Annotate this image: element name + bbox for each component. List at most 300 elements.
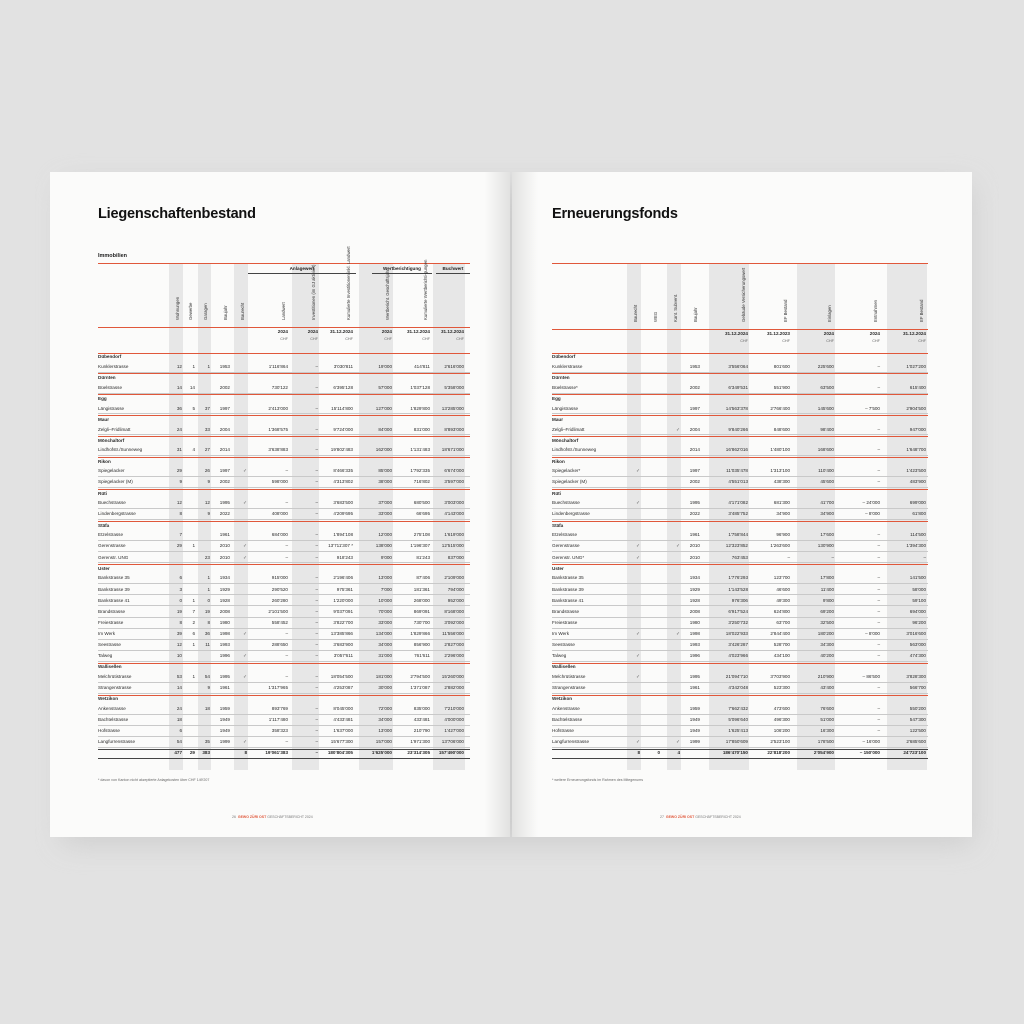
table-cell: 34'000	[378, 717, 392, 723]
table-cell: 9	[179, 479, 182, 485]
group-divider	[552, 415, 928, 416]
table-cell: 835'000	[413, 706, 430, 711]
table-cell: 12	[176, 500, 182, 506]
check-icon: ✓	[243, 630, 247, 636]
property-name: Etzelstrasse	[98, 532, 124, 538]
table-cell: 3'703'900	[770, 674, 790, 679]
table-cell: 1929	[689, 586, 700, 592]
column-year: 2024	[307, 329, 318, 334]
row-rule	[552, 476, 928, 477]
table-cell: 1'971'300	[410, 739, 430, 745]
table-cell: 2'844'400	[770, 630, 790, 636]
group-divider	[98, 415, 470, 416]
table-cell: 976'306	[731, 597, 748, 603]
property-name: Freiestrasse	[98, 619, 124, 625]
left-page-title: Liegenschaftenbestand	[98, 206, 256, 222]
table-cell: 483'900	[909, 479, 926, 485]
city-name: Maur	[552, 416, 563, 422]
table-cell: 1997	[689, 468, 700, 474]
table-cell: 6'674'000	[444, 468, 464, 474]
property-name: Bankstrasse 41	[98, 597, 130, 603]
table-cell: –	[923, 554, 926, 560]
column-label: Entnahmen	[873, 300, 878, 322]
table-cell: 3'828'300	[906, 674, 926, 679]
table-cell: 2022	[689, 511, 700, 517]
check-icon: ✓	[636, 468, 640, 474]
table-cell: 761'611	[414, 653, 430, 659]
table-cell: –	[285, 500, 288, 506]
row-rule	[98, 639, 470, 640]
property-name: Etzelstrasse	[552, 532, 578, 538]
table-cell: 11	[205, 642, 210, 647]
column-label: Einlagen	[827, 305, 832, 322]
table-cell: 8	[179, 511, 182, 517]
row-rule	[552, 725, 928, 726]
table-cell: 24	[176, 426, 182, 432]
table-cell: 13'285'000	[441, 405, 464, 411]
table-cell: 1'423'500	[906, 468, 926, 474]
right-footnote: * weitere Erneuerungsfonds im Rahmen des Mitegenums	[552, 778, 644, 782]
table-cell: 1959	[219, 706, 230, 711]
table-cell: –	[315, 619, 318, 625]
table-cell: 12	[176, 363, 182, 369]
table-cell: 123'700	[773, 575, 790, 581]
row-rule	[552, 605, 928, 606]
table-cell: 6	[192, 630, 195, 636]
table-cell: 4'171'082	[728, 500, 748, 506]
property-name: Freiestrasse	[552, 619, 578, 625]
table-cell: 15'114'800	[331, 405, 353, 411]
total-cell: – 150'000	[859, 750, 880, 756]
group-rule	[248, 273, 356, 274]
column-unit: CHF	[345, 337, 353, 341]
table-cell: –	[315, 575, 318, 581]
total-cell: 29	[189, 750, 195, 756]
column-year: 31.12.2024	[903, 331, 926, 336]
table-cell: 1'480'100	[770, 447, 790, 453]
table-cell: 1'116'864	[268, 363, 288, 369]
check-icon: ✓	[243, 500, 247, 506]
check-icon: ✓	[676, 630, 680, 636]
page-number: 26	[232, 815, 236, 819]
table-cell: 0	[179, 597, 182, 603]
table-cell: 1949	[689, 717, 700, 723]
table-cell: 1949	[219, 728, 230, 734]
table-cell: 1995	[689, 674, 700, 679]
property-name: Lindhofstr./Sunneweg	[552, 447, 597, 453]
brand-name: GEWO ZÜRI OST	[665, 815, 695, 819]
table-cell: 19	[204, 608, 210, 614]
spine-shadow-right	[512, 172, 538, 837]
table-cell: 6'395'128	[333, 384, 353, 390]
right-page-footer	[660, 815, 741, 819]
group-divider	[98, 373, 470, 374]
brand-name: GEWO ZÜRI OST	[237, 815, 267, 819]
table-cell: 34'900	[776, 511, 790, 517]
table-cell: 730'700	[413, 619, 430, 625]
table-cell: 2022	[219, 511, 230, 517]
check-icon: ✓	[636, 500, 640, 506]
group-divider	[552, 373, 928, 374]
table-cell: 2'882'000	[444, 685, 464, 691]
table-cell: 1928	[689, 597, 700, 603]
row-rule	[98, 594, 470, 595]
table-cell: – 24'000	[862, 500, 880, 506]
row-rule	[552, 682, 928, 683]
property-name: Lindenbergstrasse	[552, 511, 590, 517]
group-header: Wertberichtigung	[383, 266, 421, 271]
table-cell: 12	[204, 500, 210, 506]
table-cell: 69'200	[820, 608, 834, 614]
group-header: Buchwert	[442, 266, 464, 271]
table-cell: –	[315, 500, 318, 506]
table-cell: 4'433'481	[333, 717, 353, 723]
table-cell: 1928	[219, 597, 230, 603]
table-cell: 12	[176, 642, 182, 647]
table-cell: 5'096'640	[728, 717, 748, 723]
property-name: Längistrasse	[98, 405, 125, 411]
table-cell: 7'662'432	[728, 706, 748, 711]
table-cell: 14	[189, 384, 195, 390]
property-name: Bachtelstrasse	[552, 717, 583, 723]
check-icon: ✓	[243, 674, 247, 679]
table-cell: 2010	[219, 543, 230, 549]
row-rule	[98, 714, 470, 715]
table-cell: 5'358'000	[444, 384, 464, 390]
table-cell: 952'000	[447, 597, 464, 603]
table-cell: 63'700	[776, 619, 790, 625]
table-cell: 1	[207, 586, 210, 592]
group-header: Anlagewert	[289, 266, 315, 271]
column-unit: CHF	[422, 337, 430, 341]
city-name: Wallisellen	[552, 664, 576, 670]
table-cell: 1996	[219, 653, 230, 659]
page-number: 27	[660, 815, 664, 819]
property-name: Spiegelacker (M)	[552, 479, 587, 485]
total-cell: 0	[657, 750, 660, 756]
table-cell: 6'349'531	[728, 384, 748, 390]
property-name: Bankstrasse 35	[552, 575, 584, 581]
table-cell: 12'000	[378, 532, 392, 538]
table-cell: 36	[204, 630, 210, 636]
city-name: Rüti	[98, 490, 107, 496]
table-cell: 10	[176, 653, 182, 659]
check-icon: ✓	[243, 543, 247, 549]
property-name: Kunklerstrasse	[98, 363, 129, 369]
property-name: Strangenstrasse	[552, 685, 586, 691]
table-cell: –	[877, 384, 880, 390]
table-cell: 1997	[219, 405, 230, 411]
check-icon: ✓	[636, 653, 640, 659]
table-cell: 18'054'500	[330, 674, 353, 679]
table-cell: 15'677'300	[330, 739, 353, 745]
table-cell: 8'893'000	[444, 426, 464, 432]
year-rule	[552, 329, 928, 330]
table-cell: 54	[204, 674, 210, 679]
table-cell: 85'000	[378, 468, 392, 474]
table-cell: 110'400	[818, 468, 834, 474]
table-cell: 694'000	[909, 608, 926, 614]
table-cell: 1'143'528	[728, 586, 748, 592]
table-cell: 13'706'000	[441, 739, 464, 745]
table-cell: 3'638'883	[268, 447, 288, 453]
table-cell: –	[877, 728, 880, 734]
table-cell: 138'000	[375, 543, 392, 549]
row-rule	[552, 628, 928, 629]
table-cell: 19	[176, 608, 182, 614]
row-rule	[552, 540, 928, 541]
table-cell: 81'243	[416, 554, 430, 560]
city-name: Maur	[98, 416, 109, 422]
table-cell: 4'253'087	[333, 685, 353, 691]
table-cell: 7	[179, 532, 182, 538]
table-cell: 1'313'100	[770, 468, 790, 474]
table-cell: 831'000	[413, 426, 430, 432]
table-cell: –	[315, 586, 318, 592]
left-footnote: * davon von Kanton nicht akzeptierte Anlagekosten über CHF 149'207	[98, 778, 210, 782]
table-cell: –	[315, 717, 318, 723]
table-cell: –	[285, 674, 288, 679]
city-name: Uster	[98, 565, 110, 571]
table-cell: 134'000	[375, 630, 392, 636]
table-cell: 46'600	[776, 586, 790, 592]
table-cell: 14	[176, 384, 182, 390]
table-cell: –	[315, 630, 318, 636]
table-cell: 9	[207, 511, 210, 517]
table-cell: 66'695	[416, 511, 430, 517]
table-cell: 260'280	[271, 597, 288, 603]
table-cell: 61'800	[912, 511, 926, 517]
property-name: Gerenstr. UNG	[98, 554, 129, 560]
table-cell: 1993	[689, 642, 700, 647]
table-cell: – 16'000	[862, 739, 880, 745]
row-rule	[98, 628, 470, 629]
table-cell: 9'800	[822, 597, 834, 603]
group-divider	[98, 489, 470, 490]
group-divider	[552, 564, 928, 565]
column-unit: CHF	[826, 339, 834, 343]
table-cell: 1961	[219, 685, 230, 691]
table-cell: 2008	[689, 608, 700, 614]
total-cell: 19'061'383	[265, 750, 288, 756]
table-cell: 5	[192, 405, 195, 411]
table-cell: –	[877, 426, 880, 432]
table-cell: 8	[207, 619, 210, 625]
table-cell: 49'300	[776, 597, 790, 603]
row-rule	[98, 540, 470, 541]
total-cell: 8	[637, 750, 640, 756]
table-cell: –	[877, 706, 880, 711]
table-cell: 1	[192, 363, 195, 369]
table-cell: 801'600	[773, 363, 790, 369]
column-unit: CHF	[310, 337, 318, 341]
table-cell: 1'037'128	[410, 384, 430, 390]
property-name: Strangenstrasse	[98, 685, 132, 691]
table-cell: 14	[176, 685, 182, 691]
table-cell: 408'000	[271, 511, 288, 517]
column-label: EF Bestand	[783, 299, 788, 322]
property-name: Buechstrasse	[552, 500, 580, 506]
table-cell: 1961	[689, 685, 700, 691]
check-icon: ✓	[636, 554, 640, 560]
table-cell: –	[285, 653, 288, 659]
table-cell: 1980	[219, 619, 230, 625]
report-name: GESCHÄFTSBERICHT 2024	[695, 815, 741, 819]
table-cell: 1'263'600	[770, 543, 790, 549]
total-cell: 180'804'305	[327, 750, 353, 756]
table-cell: 10'000	[378, 597, 392, 603]
table-cell: 558'452	[271, 619, 288, 625]
table-cell: 1	[192, 674, 195, 679]
table-cell: 98'400	[820, 426, 834, 432]
column-label: Wohnungen	[175, 296, 180, 320]
property-name: Zelgli–Fridlimatt	[552, 426, 585, 432]
city-name: Stäfa	[98, 522, 110, 528]
total-cell: 186'470'150	[722, 750, 748, 756]
table-cell: 87'406	[416, 575, 430, 581]
group-divider	[98, 663, 470, 664]
column-year: 2024	[381, 329, 392, 334]
table-cell: 2008	[219, 608, 230, 614]
city-name: Dürnten	[552, 374, 570, 380]
table-cell: 699'000	[909, 500, 926, 506]
table-cell: 3'057'611	[333, 653, 353, 659]
table-cell: –	[315, 384, 318, 390]
row-rule	[552, 594, 928, 595]
table-cell: 7'210'000	[444, 706, 464, 711]
table-cell: 38'000	[378, 479, 392, 485]
column-unit: CHF	[782, 339, 790, 343]
city-name: Rikon	[98, 458, 111, 464]
header-rule	[552, 263, 928, 264]
check-icon: ✓	[243, 653, 247, 659]
table-cell: 26	[204, 468, 210, 474]
table-cell: 624'800	[773, 608, 790, 614]
property-name: Im Werk	[552, 630, 570, 636]
table-cell: –	[315, 511, 318, 517]
table-cell: 2'196'406	[333, 575, 353, 581]
table-cell: 18'671'000	[441, 447, 464, 453]
table-cell: – 7'500	[865, 405, 880, 411]
table-cell: – 8'000	[865, 630, 880, 636]
table-cell: 551'900	[773, 384, 790, 390]
table-cell: 11'400	[820, 586, 834, 592]
row-rule	[552, 639, 928, 640]
table-cell: 2'413'000	[268, 405, 288, 411]
check-icon: ✓	[676, 739, 680, 745]
table-cell: 12'323'852	[725, 543, 748, 549]
property-name: Brandstrasse	[552, 608, 580, 614]
property-name: Spiegelacker	[98, 468, 125, 474]
table-cell: 72'000	[378, 706, 392, 711]
table-cell: 178'500	[817, 739, 834, 745]
column-label: Kumulierte Wertberichti-gungen	[423, 259, 428, 320]
group-divider	[98, 695, 470, 696]
total-cell: 24'723'100	[903, 750, 926, 756]
table-cell: 4'313'802	[333, 479, 353, 485]
table-cell: –	[787, 554, 790, 560]
table-cell: 19'000	[378, 363, 392, 369]
table-cell: 57'000	[378, 384, 392, 390]
table-cell: 19'802'483	[330, 447, 353, 453]
table-cell: 4'209'695	[333, 511, 353, 517]
table-cell: 76'600	[820, 706, 834, 711]
city-name: Dübendorf	[552, 354, 576, 359]
property-name: Spiegelacker*	[552, 468, 581, 474]
table-cell: 563'000	[909, 642, 926, 647]
table-cell: 8'045'000	[333, 706, 353, 711]
table-cell: 1'637'000	[333, 728, 353, 734]
check-icon: ✓	[676, 543, 680, 549]
city-name: Stäfa	[552, 522, 564, 528]
property-name: Bankstrasse 41	[552, 597, 584, 603]
table-cell: 3'030'811	[333, 363, 353, 369]
table-cell: 30'000	[378, 685, 392, 691]
table-cell: 473'600	[773, 706, 790, 711]
total-cell: 22'818'200	[767, 750, 790, 756]
table-cell: 8	[179, 619, 182, 625]
right-page	[512, 172, 972, 837]
property-name: Ankenstrasse	[98, 706, 126, 711]
city-name: Wetzikon	[552, 696, 573, 702]
table-cell: 8'466'335	[333, 468, 353, 474]
table-cell: 15'260'000	[441, 674, 464, 679]
table-cell: 96'200	[912, 619, 926, 625]
city-name: Mönchaltorf	[552, 437, 579, 443]
table-cell: –	[877, 532, 880, 538]
table-cell: 4'023'966	[728, 653, 748, 659]
table-cell: –	[315, 532, 318, 538]
table-cell: 1961	[219, 532, 230, 538]
table-cell: 210'790	[413, 728, 430, 734]
table-cell: 3'683'900	[333, 642, 353, 647]
table-cell: 34'300	[820, 642, 834, 647]
property-name: Bankstrasse 35	[98, 575, 130, 581]
property-name: Talweg	[98, 653, 113, 659]
row-rule	[98, 725, 470, 726]
row-rule	[552, 650, 928, 651]
table-cell: 3	[179, 586, 182, 592]
table-cell: 23	[204, 554, 210, 560]
table-cell: –	[831, 554, 834, 560]
column-unit: CHF	[384, 337, 392, 341]
table-cell: 837'000	[447, 554, 464, 560]
table-cell: 4	[192, 447, 195, 453]
column-unit: CHF	[280, 337, 288, 341]
group-divider	[552, 353, 928, 354]
column-label: Kant. Subvent.	[673, 293, 678, 322]
group-divider	[98, 564, 470, 565]
table-cell: 1	[207, 363, 210, 369]
table-cell: 1'776'293	[728, 575, 748, 581]
city-name: Mönchaltorf	[98, 437, 125, 443]
table-cell: 3'003'000	[444, 500, 464, 506]
column-label: WEG	[653, 311, 658, 322]
table-cell: 3'597'000	[444, 479, 464, 485]
table-cell: –	[315, 554, 318, 560]
table-cell: 915'000	[271, 575, 288, 581]
table-cell: 1'829'866	[410, 630, 430, 636]
column-year: 2024	[869, 331, 880, 336]
row-rule	[552, 736, 928, 737]
table-cell: –	[315, 447, 318, 453]
column-label: Kumulierte Investitionen inkl. Landwert	[346, 246, 351, 320]
table-cell: 975'361	[336, 586, 353, 592]
table-cell: 106'200	[773, 728, 790, 734]
total-cell: 1'625'000	[371, 750, 392, 756]
table-cell: 24	[176, 706, 182, 711]
header-rule	[98, 263, 470, 264]
